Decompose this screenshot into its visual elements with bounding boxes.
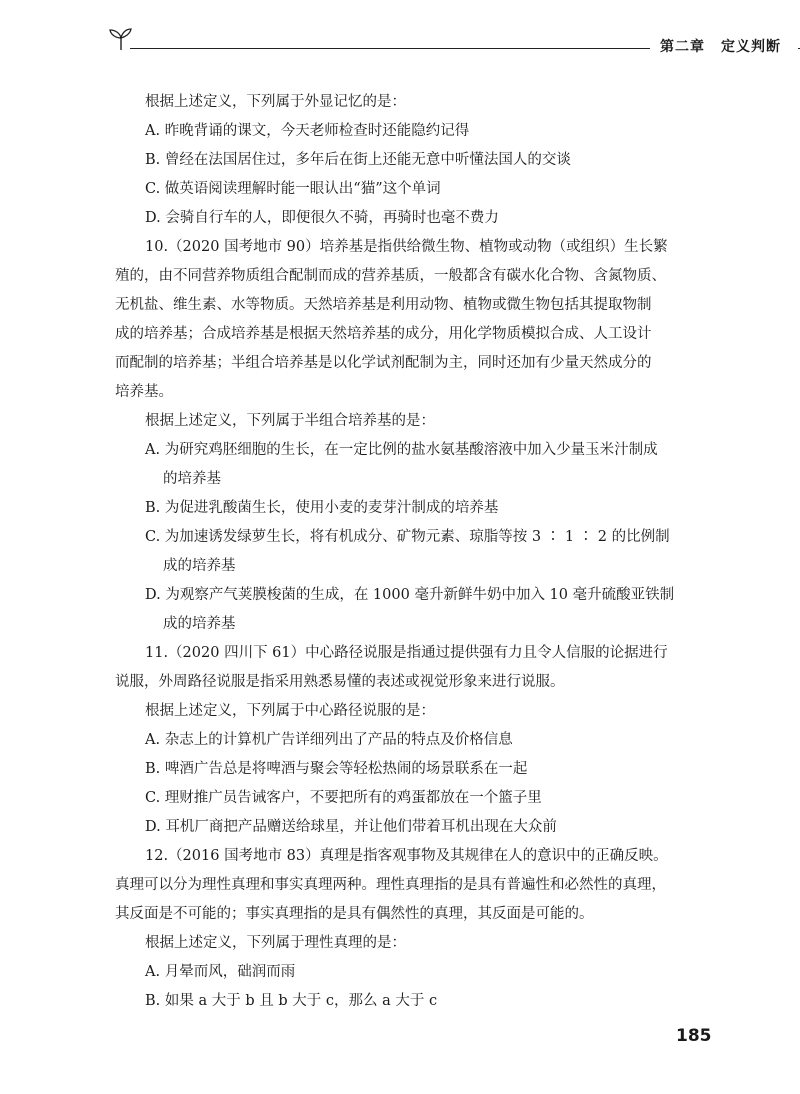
text-line: 根据上述定义，下列属于外显记忆的是：: [145, 94, 406, 110]
text-line: A. 杂志上的计算机广告详细列出了产品的特点及价格信息: [145, 732, 513, 748]
text-line: 成的培养基；合成培养基是根据天然培养基的成分，用化学物质模拟合成、人工设计: [115, 326, 652, 342]
page-number: 185: [676, 1026, 712, 1046]
text-line: D. 会骑自行车的人，即便很久不骑，再骑时也毫不费力: [145, 210, 499, 226]
text-line: A. 为研究鸡胚细胞的生长，在一定比例的盐水氨基酸溶液中加入少量玉米汁制成: [145, 442, 658, 458]
text-line: 成的培养基: [163, 558, 236, 574]
text-line: 根据上述定义，下列属于理性真理的是：: [145, 935, 406, 951]
text-line: B. 为促进乳酸菌生长，使用小麦的麦芽汁制成的培养基: [145, 500, 499, 516]
text-line: B. 曾经在法国居住过，多年后在街上还能无意中听懂法国人的交谈: [145, 152, 571, 168]
text-line: 成的培养基: [163, 616, 236, 632]
text-line: 11.（2020 四川下 61）中心路径说服是指通过提供强有力且令人信服的论据进行: [145, 645, 668, 661]
text-line: 而配制的培养基；半组合培养基是以化学试剂配制为主，同时还加有少量天然成分的: [115, 355, 652, 371]
text-line: 其反面是不可能的；事实真理指的是具有偶然性的真理，其反面是可能的。: [115, 906, 594, 922]
text-line: C. 为加速诱发绿萝生长，将有机成分、矿物元素、琼脂等按 3 ∶ 1 ∶ 2 的比例制: [145, 529, 670, 545]
text-line: C. 理财推广员告诫客户，不要把所有的鸡蛋都放在一个篮子里: [145, 790, 542, 806]
chapter-title: [660, 36, 797, 56]
text-line: 殖的，由不同营养物质组合配制而成的营养基质，一般都含有碳水化合物、含氮物质、: [115, 268, 666, 284]
page-header: [108, 26, 780, 56]
text-line: 培养基。: [115, 384, 173, 400]
text-line: 根据上述定义，下列属于半组合培养基的是：: [145, 413, 435, 429]
text-line: A. 月晕而风，础润而雨: [145, 964, 296, 980]
text-line: D. 耳机厂商把产品赠送给球星，并让他们带着耳机出现在大众前: [145, 819, 557, 835]
text-line: 10.（2020 国考地市 90）培养基是指供给微生物、植物或动物（或组织）生长繁: [145, 239, 668, 255]
page-body: [115, 88, 703, 1016]
text-line: 无机盐、维生素、水等物质。天然培养基是利用动物、植物或微生物包括其提取物制: [115, 297, 652, 313]
text-line: B. 如果 a 大于 b 且 b 大于 c，那么 a 大于 c: [145, 993, 438, 1009]
header-rule-left: [130, 48, 650, 49]
section-title: 定义判断: [721, 39, 781, 55]
text-line: 的培养基: [163, 471, 221, 487]
text-line: A. 昨晚背诵的课文，今天老师检查时还能隐约记得: [145, 123, 470, 139]
text-line: 根据上述定义，下列属于中心路径说服的是：: [145, 703, 435, 719]
chapter-number: 第二章: [660, 39, 705, 55]
text-line: C. 做英语阅读理解时能一眼认出“猫”这个单词: [145, 181, 441, 197]
text-line: 真理可以分为理性真理和事实真理两种。理性真理指的是具有普遍性和必然性的真理，: [115, 877, 666, 893]
text-line: 说服，外周路径说服是指采用熟悉易懂的表述或视觉形象来进行说服。: [115, 674, 565, 690]
text-line: D. 为观察产气荚膜梭菌的生成，在 1000 毫升新鲜牛奶中加入 10 毫升硫酸亚铁制: [145, 587, 675, 603]
text-line: 12.（2016 国考地市 83）真理是指客观事物及其规律在人的意识中的正确反映。: [145, 848, 668, 864]
text-line: B. 啤酒广告总是将啤酒与聚会等轻松热闹的场景联系在一起: [145, 761, 528, 777]
